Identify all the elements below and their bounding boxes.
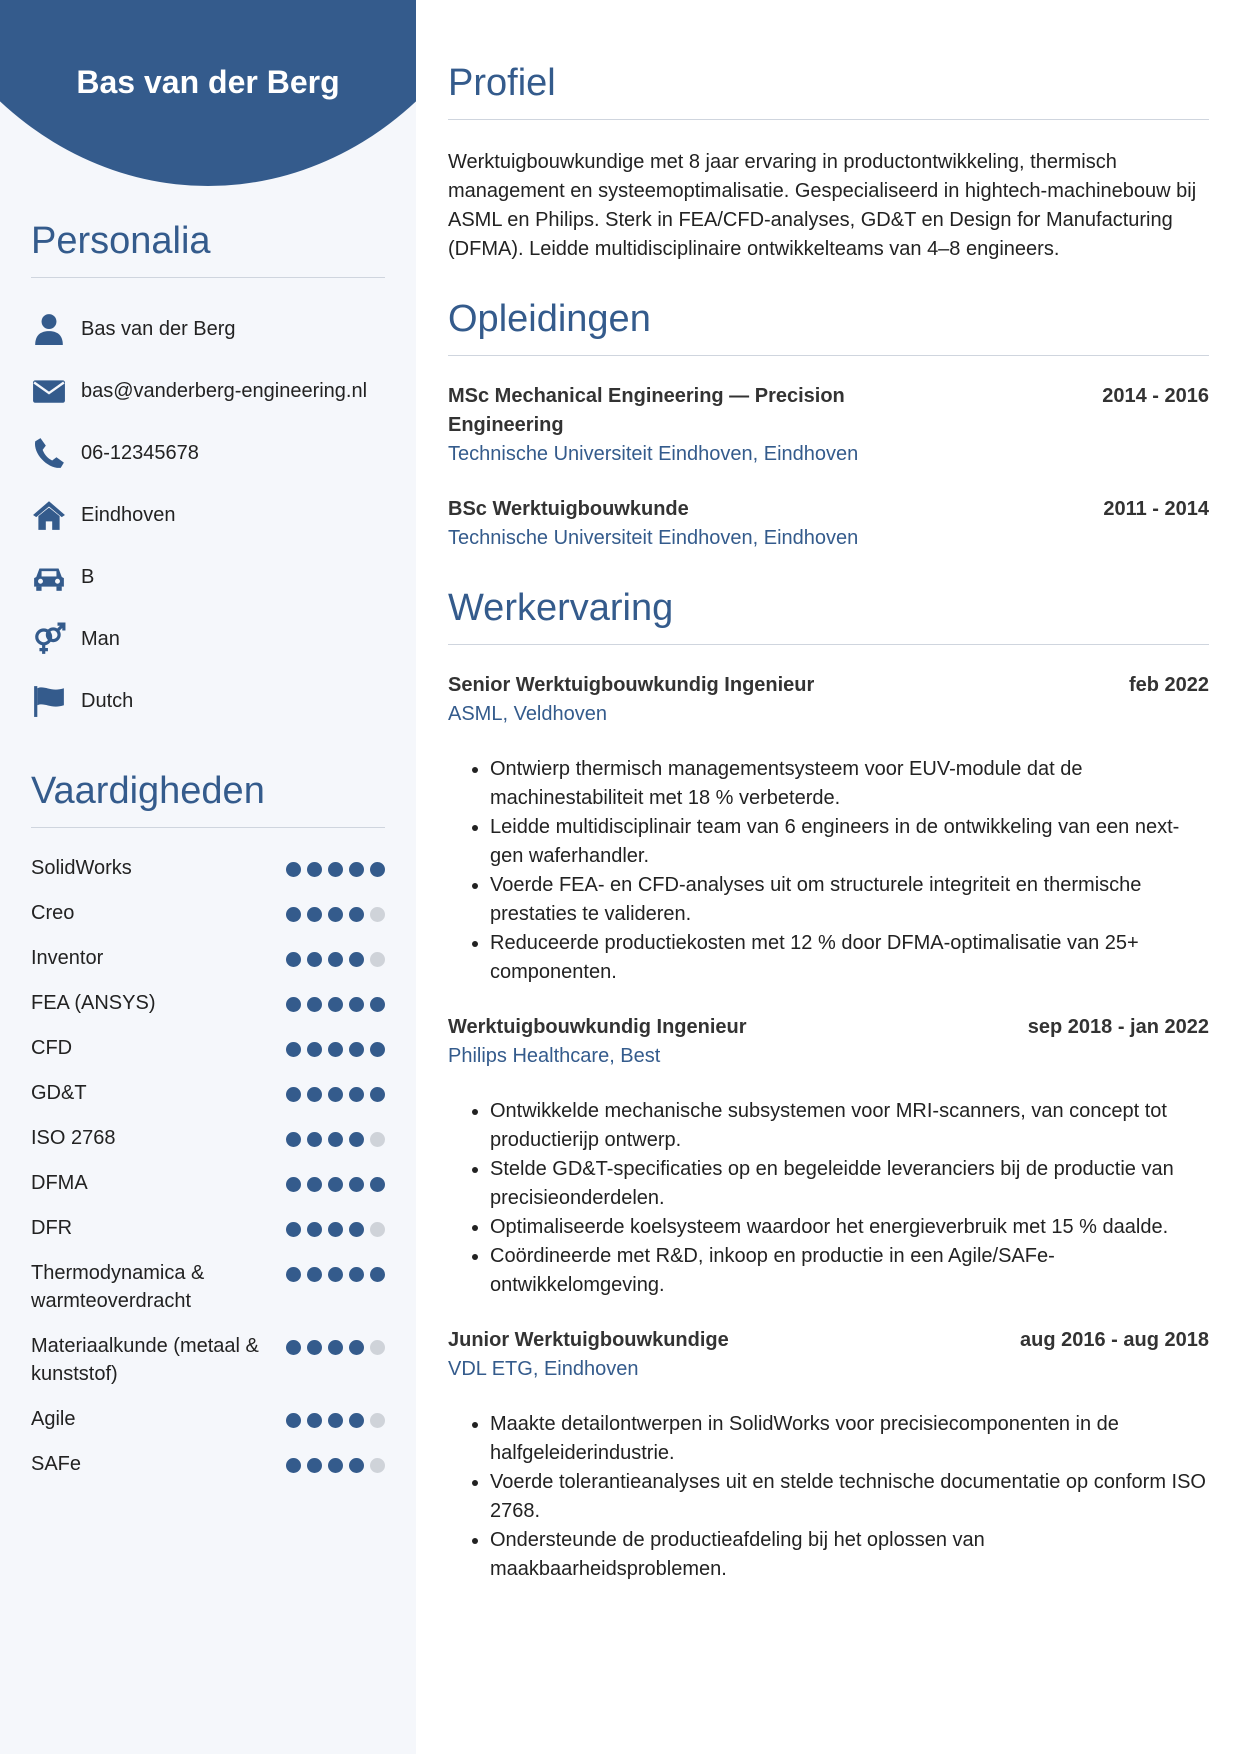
experience-entry-header	[448, 1013, 1209, 1042]
skill-name: FEA (ANSYS)	[31, 992, 156, 1014]
skill-dot-filled	[370, 997, 385, 1012]
contact-city-text: Eindhoven	[81, 503, 176, 526]
skill-dot-filled	[349, 1042, 364, 1057]
skill-row	[31, 1206, 385, 1251]
skill-dot-filled	[286, 1087, 301, 1102]
skill-row	[31, 981, 385, 1026]
experience-bullets	[448, 755, 1209, 987]
flag-icon	[31, 683, 67, 719]
skill-row	[31, 846, 385, 891]
skill-row	[31, 1397, 385, 1442]
contact-phone-text[interactable]: 06-12345678	[81, 441, 199, 464]
experience-dates: aug 2016 - aug 2018	[1020, 1329, 1209, 1351]
experience-bullet: • Stelde GD&T-specificaties op en begeleidde leveranciers bij de productie van precisieonderdelen.	[490, 1155, 1209, 1213]
experience-bullet: • Reduceerde productiekosten met 12 % door DFMA-optimalisatie van 25+ componenten.	[490, 929, 1209, 987]
skill-dot-filled	[286, 1132, 301, 1147]
profile-section	[448, 62, 1209, 264]
skill-dot-filled	[370, 1177, 385, 1192]
experience-dates: sep 2018 - jan 2022	[1027, 1016, 1209, 1038]
education-entry	[448, 495, 1209, 553]
person-icon	[31, 311, 67, 347]
skill-dot-filled	[349, 1132, 364, 1147]
skill-dot-filled	[370, 1042, 385, 1057]
skill-level-dots	[280, 1458, 385, 1473]
contact-gender	[31, 608, 385, 670]
education-dates: 2014 - 2016	[1102, 385, 1209, 407]
education-school: Technische Universiteit Eindhoven, Eindhoven	[448, 443, 859, 465]
skill-dot-filled	[349, 907, 364, 922]
skill-dot-filled	[349, 862, 364, 877]
experience-entry	[448, 1013, 1209, 1300]
experience-bullet: • Ondersteunde de productieafdeling bij het oplossen van maakbaarheidsproblemen.	[490, 1526, 1209, 1584]
skill-level-dots	[280, 952, 385, 967]
skill-row	[31, 936, 385, 981]
skill-name: Agile	[31, 1408, 76, 1430]
education-title: Opleidingen	[448, 298, 1209, 356]
car-icon	[31, 559, 67, 595]
skill-level-dots	[280, 1340, 385, 1355]
skill-dot-filled	[286, 1042, 301, 1057]
skill-row	[31, 891, 385, 936]
skill-dot-filled	[349, 997, 364, 1012]
experience-bullet: • Ontwikkelde mechanische subsystemen voor MRI-scanners, van concept tot productierijp ontwerp.	[490, 1097, 1209, 1155]
skill-dot-filled	[370, 1087, 385, 1102]
skill-dot-filled	[328, 862, 343, 877]
skill-dot-filled	[286, 1458, 301, 1473]
skill-dot-filled	[349, 1177, 364, 1192]
experience-bullet: • Leidde multidisciplinair team van 6 engineers in de ontwikkeling van een next-gen waferhandler.	[490, 813, 1209, 871]
education-entry-header	[448, 495, 1209, 524]
experience-section	[448, 587, 1209, 1584]
skill-dot-filled	[349, 952, 364, 967]
contact-phone[interactable]	[31, 422, 385, 484]
skill-dot-filled	[307, 862, 322, 877]
experience-company: ASML, Veldhoven	[448, 703, 607, 725]
personalia-title: Personalia	[31, 220, 385, 278]
skill-dot-empty	[370, 1458, 385, 1473]
skill-level-dots	[280, 862, 385, 877]
skill-dot-filled	[307, 1222, 322, 1237]
skill-dot-filled	[286, 907, 301, 922]
contact-nationality-text: Dutch	[81, 689, 134, 712]
skill-dot-filled	[307, 1340, 322, 1355]
sidebar	[0, 0, 416, 1754]
skill-level-dots	[280, 1042, 385, 1057]
experience-entry	[448, 671, 1209, 987]
education-dates: 2011 - 2014	[1103, 498, 1209, 520]
skill-dot-filled	[307, 1132, 322, 1147]
skill-level-dots	[280, 997, 385, 1012]
skill-dot-filled	[328, 1177, 343, 1192]
skill-name: DFMA	[31, 1172, 88, 1194]
skill-dot-filled	[328, 1267, 343, 1282]
skill-dot-empty	[370, 1413, 385, 1428]
skill-name: Thermodynamica & warmteoverdracht	[31, 1262, 205, 1312]
skill-name: CFD	[31, 1037, 73, 1059]
skill-row	[31, 1161, 385, 1206]
skill-dot-filled	[286, 1340, 301, 1355]
phone-icon	[31, 435, 67, 471]
skill-row	[31, 1251, 385, 1324]
skill-dot-empty	[370, 952, 385, 967]
contact-name	[31, 298, 385, 360]
skill-dot-filled	[286, 952, 301, 967]
experience-bullets	[448, 1097, 1209, 1300]
education-section	[448, 298, 1209, 553]
skill-level-dots	[280, 1087, 385, 1102]
main-content	[448, 0, 1209, 1584]
experience-dates: feb 2022	[1128, 674, 1209, 696]
skill-dot-filled	[328, 1042, 343, 1057]
experience-bullet: • Optimaliseerde koelsysteem waardoor het energieverbruik met 15 % daalde.	[490, 1213, 1209, 1242]
skill-dot-filled	[307, 952, 322, 967]
contact-name-text: Bas van der Berg	[81, 317, 236, 340]
skill-dot-filled	[328, 1132, 343, 1147]
skill-dot-empty	[370, 1222, 385, 1237]
skill-name: ISO 2768	[31, 1127, 116, 1149]
skill-dot-filled	[307, 1042, 322, 1057]
skill-dot-filled	[286, 1177, 301, 1192]
experience-role: Senior Werktuigbouwkundig Ingenieur	[448, 674, 815, 696]
skills-title: Vaardigheden	[31, 770, 385, 828]
skill-dot-filled	[328, 1087, 343, 1102]
contact-license	[31, 546, 385, 608]
skill-dot-filled	[307, 997, 322, 1012]
skill-dot-filled	[328, 997, 343, 1012]
skill-name: SolidWorks	[31, 857, 132, 879]
skill-level-dots	[280, 1222, 385, 1237]
experience-entry-header	[448, 1326, 1209, 1355]
education-list	[448, 382, 1209, 553]
skill-dot-empty	[370, 1132, 385, 1147]
education-degree: BSc Werktuigbouwkunde	[448, 498, 689, 520]
education-entry-header	[448, 382, 1209, 440]
skill-row	[31, 1026, 385, 1071]
skill-dot-filled	[307, 907, 322, 922]
skill-dot-filled	[349, 1340, 364, 1355]
experience-entry-header	[448, 671, 1209, 700]
contact-email-text[interactable]: bas@vanderberg-engineering.nl	[81, 379, 368, 402]
experience-bullet: • Maakte detailontwerpen in SolidWorks voor precisiecomponenten in de halfgeleiderindustrie.	[490, 1410, 1209, 1468]
skill-dot-filled	[286, 1413, 301, 1428]
skill-dot-filled	[307, 1177, 322, 1192]
skill-dot-filled	[307, 1413, 322, 1428]
profile-text: Werktuigbouwkundige met 8 jaar ervaring in productontwikkeling, thermisch management en systeemoptimalisatie. Gespecialiseerd in hightech-machinebouw bij ASML en Philips. Sterk in FEA/CFD-analyses, GD&T en Design for Manufacturing (DFMA). Leidde multidisciplinaire ontwikkelteams van 4–8 engineers.	[448, 151, 1197, 260]
skill-level-dots	[280, 1132, 385, 1147]
contact-license-text: B	[81, 565, 95, 588]
experience-entry	[448, 1326, 1209, 1584]
skill-row	[31, 1324, 385, 1397]
skill-level-dots	[280, 1413, 385, 1428]
education-degree: MSc Mechanical Engineering — Precision Engineering	[448, 385, 845, 436]
experience-bullet: • Voerde tolerantieanalyses uit en stelde technische documentatie op conform ISO 2768.	[490, 1468, 1209, 1526]
contact-city	[31, 484, 385, 546]
skill-dot-filled	[328, 1413, 343, 1428]
skill-name: Inventor	[31, 947, 104, 969]
skill-dot-filled	[328, 1222, 343, 1237]
skill-dot-filled	[370, 1267, 385, 1282]
skill-dot-filled	[307, 1267, 322, 1282]
skill-level-dots	[280, 1177, 385, 1192]
skill-dot-filled	[349, 1458, 364, 1473]
experience-bullet: • Ontwierp thermisch managementsysteem voor EUV-module dat de machinestabiliteit met 18 % verbeterde.	[490, 755, 1209, 813]
envelope-icon	[31, 373, 67, 409]
skill-dot-filled	[370, 862, 385, 877]
skill-dot-filled	[328, 1458, 343, 1473]
skill-dot-filled	[349, 1267, 364, 1282]
contact-email[interactable]	[31, 360, 385, 422]
experience-title: Werkervaring	[448, 587, 1209, 645]
candidate-name: Bas van der Berg	[76, 64, 340, 100]
skill-dot-filled	[328, 1340, 343, 1355]
skill-name: Creo	[31, 902, 75, 924]
skill-dot-filled	[286, 997, 301, 1012]
education-school: Technische Universiteit Eindhoven, Eindhoven	[448, 527, 859, 549]
skill-dot-filled	[349, 1413, 364, 1428]
profile-title: Profiel	[448, 62, 1209, 120]
contact-nationality	[31, 670, 385, 732]
skill-dot-filled	[349, 1222, 364, 1237]
skill-dot-empty	[370, 1340, 385, 1355]
experience-role: Junior Werktuigbouwkundige	[448, 1329, 729, 1351]
personalia-section	[31, 220, 385, 732]
skill-row	[31, 1116, 385, 1161]
experience-bullet: • Coördineerde met R&D, inkoop en productie in een Agile/SAFe-ontwikkelomgeving.	[490, 1242, 1209, 1300]
skill-dot-filled	[286, 862, 301, 877]
experience-bullets	[448, 1410, 1209, 1584]
skill-dot-filled	[328, 952, 343, 967]
experience-company: Philips Healthcare, Best	[448, 1045, 661, 1067]
skill-dot-filled	[286, 1267, 301, 1282]
skills-section	[31, 770, 385, 1487]
skill-dot-filled	[349, 1087, 364, 1102]
skills-list	[31, 846, 385, 1487]
skill-dot-filled	[328, 907, 343, 922]
contact-gender-text: Man	[81, 627, 120, 650]
skill-level-dots	[280, 907, 385, 922]
experience-bullet: • Voerde FEA- en CFD-analyses uit om structurele integriteit en thermische prestaties te valideren.	[490, 871, 1209, 929]
experience-list	[448, 671, 1209, 1584]
home-icon	[31, 497, 67, 533]
experience-company: VDL ETG, Eindhoven	[448, 1358, 639, 1380]
skill-name: SAFe	[31, 1453, 82, 1475]
experience-role: Werktuigbouwkundig Ingenieur	[448, 1016, 747, 1038]
skill-dot-filled	[307, 1087, 322, 1102]
skill-row	[31, 1442, 385, 1487]
skill-level-dots	[280, 1267, 385, 1282]
skill-dot-empty	[370, 907, 385, 922]
skill-dot-filled	[286, 1222, 301, 1237]
skill-row	[31, 1071, 385, 1116]
gender-icon	[31, 621, 67, 657]
education-entry	[448, 382, 1209, 469]
skill-name: Materiaalkunde (metaal & kunststof)	[31, 1335, 259, 1385]
skill-dot-filled	[307, 1458, 322, 1473]
skill-name: GD&T	[31, 1082, 87, 1104]
skill-name: DFR	[31, 1217, 73, 1239]
